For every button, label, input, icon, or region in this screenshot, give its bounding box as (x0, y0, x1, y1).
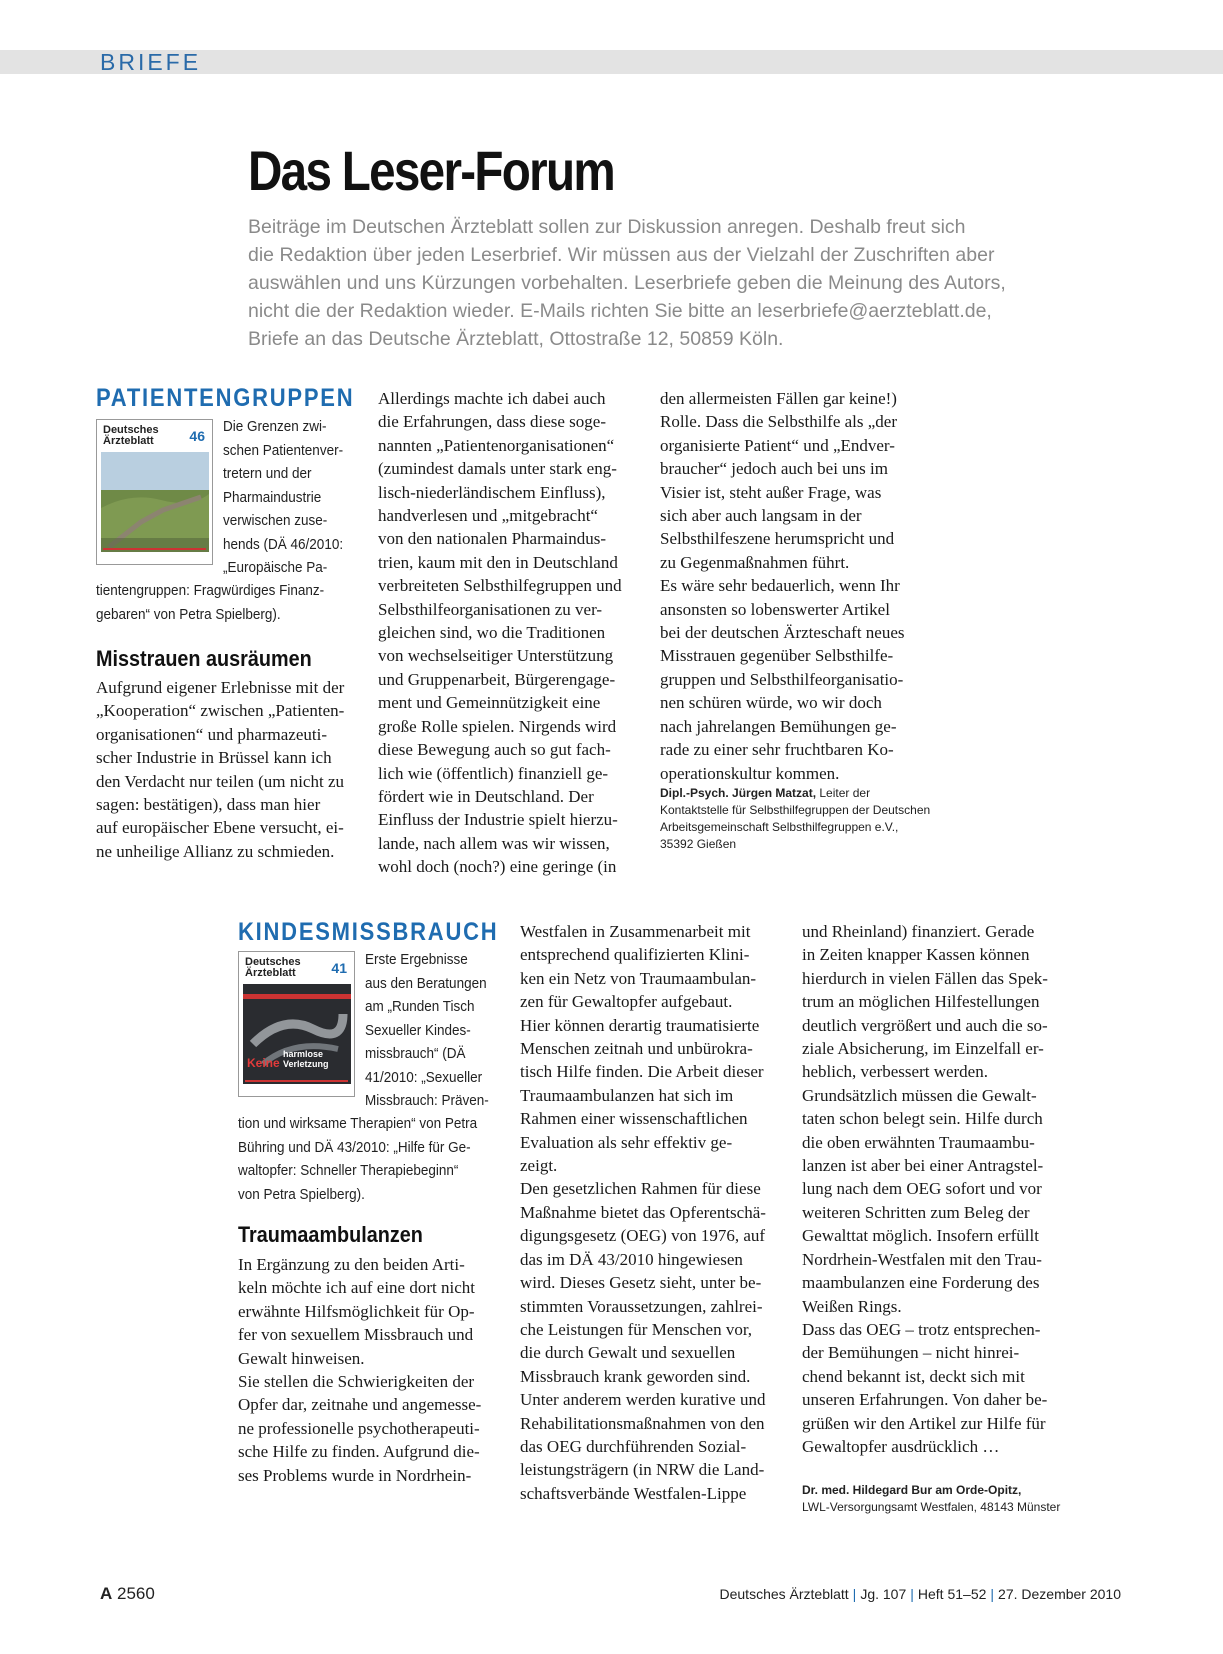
journal-footer: Deutsches Ärzteblatt | Jg. 107 | Heft 51–52 | 27. Dezember 2010 (719, 1586, 1121, 1602)
letter1-topic: PATIENTENGRUPPEN (96, 384, 355, 412)
letter2-cover-image (238, 951, 355, 1097)
journal-volume: Jg. 107 (860, 1586, 907, 1602)
intro-line: Briefe an das Deutsche Ärzteblatt, Ottostraße 12, 50859 Köln. (248, 328, 784, 350)
letter1-subhead: Misstrauen ausräumen (96, 646, 312, 671)
intro-line: nicht die der Redaktion wieder. E-Mails richten Sie bitte an leserbriefe@aerzteblatt.de, (248, 300, 992, 322)
letter1-signature: Dipl.-Psych. Jürgen Matzat, Leiter der Kontaktstelle für Selbsthilfegruppen der Deutschen Arbeitsgemeinschaft Selbsthilfegruppen e.V., 35392 Gießen (660, 786, 931, 851)
letter1-lead-continued: tientengruppen: Fragwürdiges Finanz- gebaren“ von Petra Spielberg). (96, 582, 325, 623)
journal-issue: Heft 51–52 (917, 1586, 987, 1602)
cover-issue-number: 46 (189, 428, 205, 444)
letter1-column-2: Allerdings machte ich dabei auch die Erfahrungen, dass diese soge- nannten „Patientenorganisationen“ (zumindest damals unter stark eng- lisch-niederländischem Einfluss), handverlesen und „mitgebracht“ von den nationalen Pharmaindus- trien, kaum mit den in Deutschland verbreiteten Selbsthilfegruppen und Selbsthilfeorganisationen zu ver- gleichen sind, wo die Traditionen von wechselseitiger Unterstützung und Gruppenarbeit, Bürgerengage- ment und Gemeinnützigkeit eine große Rolle spielen. Nirgends wird diese Bewegung auch so gut fach- lich wie (öffentlich) finanziell ge- fördert wie in Deutschland. Der Einfluss der Industrie spielt hierzu- lande, nach allem was wir wissen, wohl doch (noch?) eine geringe (in (378, 389, 622, 877)
letter2-signature: Dr. med. Hildegard Bur am Orde-Opitz, LWL-Versorgungsamt Westfalen, 48143 Münster (802, 1483, 1061, 1514)
intro-line: Beiträge im Deutschen Ärzteblatt sollen zur Diskussion anregen. Deshalb freut sich (248, 216, 966, 238)
cover-overlay-verletzung: Verletzung (283, 1059, 329, 1069)
letter1-lead: Die Grenzen zwi- schen Patientenver- tretern und der Pharmaindustrie verwischen zuse- hends (DÄ 46/2010: „Europäische Pa- (223, 418, 344, 576)
intro-text (248, 213, 1128, 353)
cover-footer (103, 548, 206, 558)
cover-landscape-image (101, 452, 209, 552)
page-number: A 2560 (100, 1584, 155, 1603)
section-label: BRIEFE (100, 49, 202, 75)
cover-overlay-harmlose: harmlose (283, 1049, 324, 1059)
letter2-column-1: In Ergänzung zu den beiden Arti- keln möchte ich auf eine dort nicht erwähnte Hilfsmöglichkeit für Op- fer von sexuellem Missbrauch und Gewalt hinweisen. Sie stellen die Schwierigkeiten der Opfer dar, zeitnahe und angemesse- ne professionelle psychotherapeuti- sche Hilfe zu finden. Aufgrund die- ses Problems wurde in Nordrhein- (238, 1255, 482, 1485)
intro-line: die Redaktion über jeden Leserbrief. Wir müssen aus der Vielzahl der Zuschriften aber (248, 244, 995, 266)
journal-name: Deutsches Ärzteblatt (719, 1586, 849, 1602)
intro-line: auswählen und uns Kürzungen vorbehalten. Leserbriefe geben die Meinung des Autors, (248, 272, 1006, 294)
letter1-column-3: den allermeisten Fällen gar keine!) Rolle. Dass die Selbsthilfe als „der organisierte Patient“ und „Endver- braucher“ jedoch auch bei uns im Visier ist, steht außer Frage, was sich aber auch langsam in der Selbsthilfeszene herumspricht und zu Gegenmaßnahmen führt. Es wäre sehr bedauerlich, wenn Ihr ansonsten so lobenswerter Artikel bei der deutschen Ärzteschaft neues Misstrauen gegenüber Selbsthilfe- gruppen und Selbsthilfeorganisatio- nen schüren würde, wo wir doch nach jahrelangen Bemühungen ge- rade zu einer sehr fruchtbaren Ko- operationskultur kommen. (660, 389, 905, 783)
cover-title: Deutsches Ärzteblatt (245, 956, 301, 979)
cover-overlay-keine: Keine (247, 1056, 280, 1070)
cover-issue-number: 41 (331, 960, 347, 976)
letter2-topic: KINDESMISSBRAUCH (238, 918, 499, 946)
journal-date: 27. Dezember 2010 (998, 1586, 1121, 1602)
cover-title: Deutsches Ärzteblatt (103, 424, 159, 447)
letter2-lead: Erste Ergebnisse aus den Beratungen am „Runden Tisch Sexueller Kindes- missbrauch“ (DÄ 41/2010: „Sexueller Missbrauch: Präven- (365, 951, 489, 1109)
letter2-column-2: Westfalen in Zusammenarbeit mit entsprechend qualifizierten Klini- ken ein Netz von Traumaambulan- zen für Gewaltopfer aufgebaut. Hier können derartig traumatisierte Menschen zeitnah und unbürokra- tisch Hilfe finden. Die Arbeit dieser Traumaambulanzen hat sich im Rahmen einer wissenschaftlichen Evaluation als sehr effektiv ge- zeigt. Den gesetzlichen Rahmen für diese Maßnahme bietet das Opferentschä- digungsgesetz (OEG) von 1976, auf das im DÄ 43/2010 hingewiesen wird. Dieses Gesetz sieht, unter be- stimmten Voraussetzungen, zahlrei- che Leistungen für Menschen vor, die durch Gewalt und sexuellen Missbrauch krank geworden sind. Unter anderem werden kurative und Rehabilitationsmaßnahmen von den das OEG durchführenden Sozial- leistungsträgern (in NRW die Land- schaftsverbände Westfalen-Lippe (520, 922, 766, 1503)
letter1-cover-image (96, 419, 213, 565)
letter2-subhead: Traumaambulanzen (238, 1222, 423, 1247)
letter1-column-1: Aufgrund eigener Erlebnisse mit der „Kooperation“ zwischen „Patienten- organisationen“ und pharmazeuti- scher Industrie in Brüssel kann ich den Verdacht nur teilen (um nicht zu sagen: bestätigen), dass man hier auf europäischer Ebene versucht, ei- ne unheilige Allianz zu schmieden. (96, 678, 345, 861)
page-title: Das Leser-Forum (248, 139, 614, 202)
cover-footer (245, 1080, 348, 1090)
letter2-column-3: und Rheinland) finanziert. Gerade in Zeiten knapper Kassen können hierdurch in vielen Fällen das Spek- trum an möglichen Hilfestellungen deutlich vergrößert und auch die so- ziale Absicherung, im Einzelfall er- heblich, verbessert werden. Grundsätzlich müssen die Gewalt- taten schon belegt sein. Hilfe durch die oben erwähnten Traumaambu- lanzen ist aber bei einer Antragstel- lung nach dem OEG sofort und vor weiteren Schritten zum Beleg der Gewalttat möglich. Insofern erfüllt Nordrhein-Westfalen mit den Trau- maambulanzen eine Forderung des Weißen Rings. Dass das OEG – trotz entsprechen- der Bemühungen – nicht hinrei- chend bekannt ist, deckt sich mit unseren Erfahrungen. Von daher be- grüßen wir den Artikel zur Hilfe für Gewaltopfer ausdrücklich … (802, 922, 1048, 1456)
letter2-lead-continued: tion und wirksame Therapien“ von Petra Bühring und DÄ 43/2010: „Hilfe für Ge- waltopfer: Schneller Therapiebeginn“ von Petra Spielberg). (238, 1115, 478, 1203)
